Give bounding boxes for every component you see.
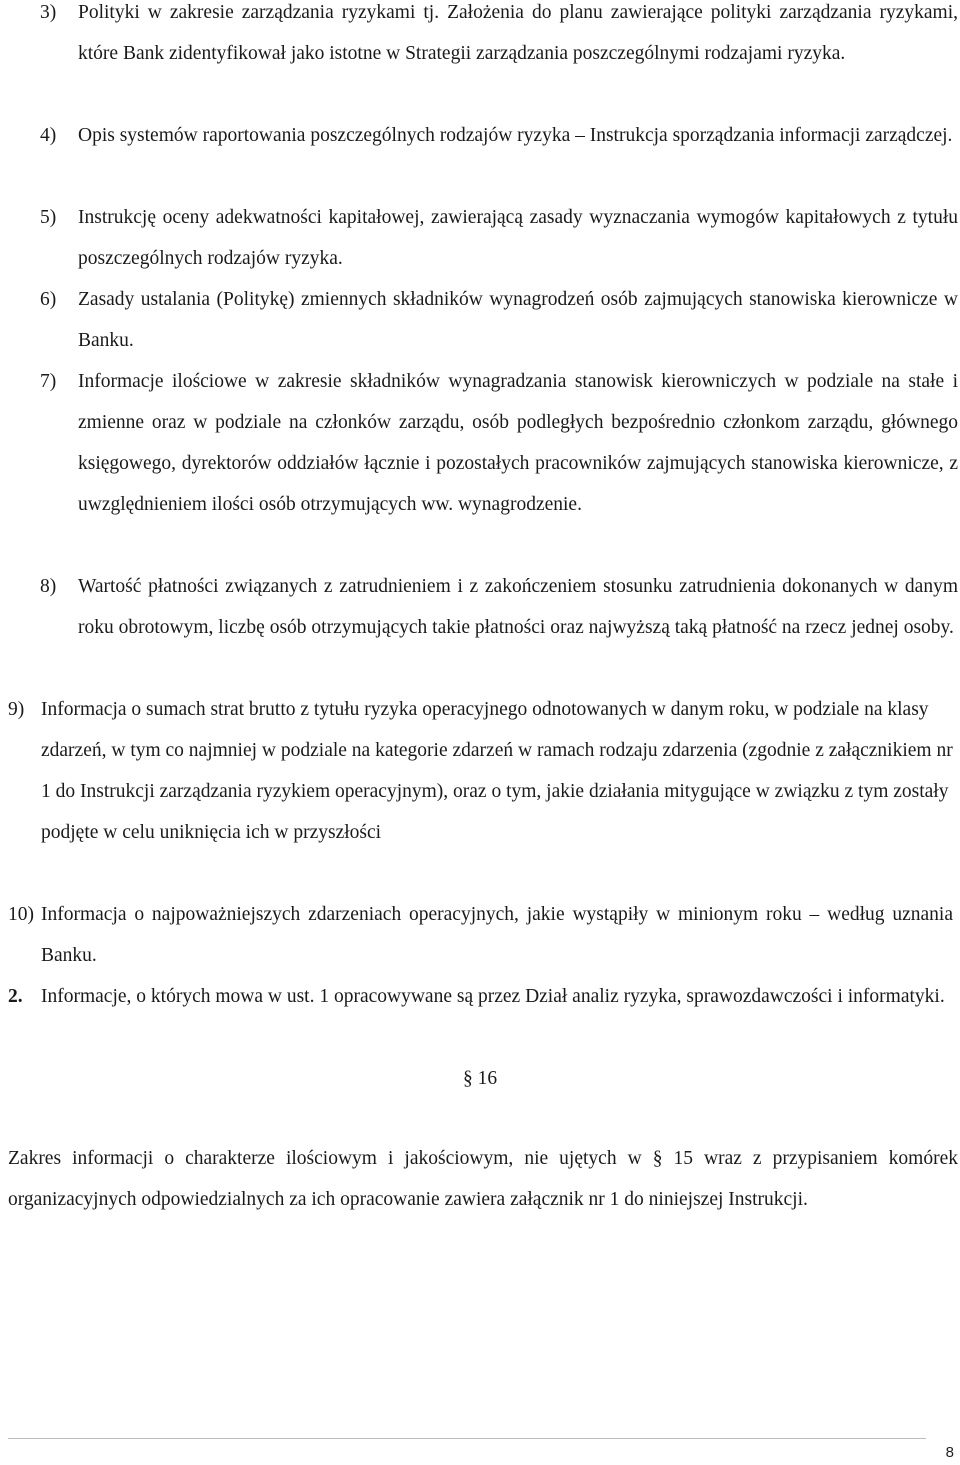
list-item-text: Informacja o sumach strat brutto z tytułu ryzyka operacyjnego odnotowanych w danym roku, w podziale na klasy zdarzeń, w tym co najmniej w podziale na kategorie zdarzeń w ramach rodzaju zdarzenia (zgodnie z załącznikiem nr 1 do Instrukcji zarządzania ryzykiem operacyjnym), oraz o tym, jakie działania mitygujące w związku z tym zostały podjęte w celu uniknięcia ich w przyszłości: [41, 699, 953, 843]
point-number: 2.: [8, 986, 23, 1007]
list-number: 4): [40, 125, 57, 146]
list-item-9: [8, 689, 953, 853]
list-number: 5): [40, 207, 57, 228]
list-item-text: Zasady ustalania (Politykę) zmiennych składników wynagrodzeń osób zajmujących stanowiska kierownicze w Banku.: [78, 289, 958, 351]
list-item-text: Instrukcję oceny adekwatności kapitałowej, zawierającą zasady wyznaczania wymogów kapitałowych z tytułu poszczególnych rodzajów ryzyka.: [78, 207, 958, 269]
list-item-3: [40, 0, 958, 74]
list-item-5: [40, 197, 958, 279]
list-number: 9): [8, 699, 25, 720]
footer-divider: [8, 1438, 926, 1439]
list-item-text: Opis systemów raportowania poszczególnych rodzajów ryzyka – Instrukcja sporządzania informacji zarządczej.: [78, 125, 953, 146]
point-2: [8, 976, 953, 1017]
list-item-text: Informacje ilościowe w zakresie składników wynagradzania stanowisk kierowniczych w podziale na stałe i zmienne oraz w podziale na członków zarządu, osób podległych bezpośrednio członkom zarządu, głównego księgowego, dyrektorów oddziałów łącznie i pozostałych pracowników zajmujących stanowiska kierownicze, z uwzględnieniem ilości osób otrzymujących ww. wynagrodzenie.: [78, 371, 958, 515]
list-item-7: [40, 361, 958, 525]
list-item-text: Wartość płatności związanych z zatrudnieniem i z zakończeniem stosunku zatrudnienia dokonanych w danym roku obrotowym, liczbę osób otrzymujących takie płatności oraz najwyższą taką płatność na rzecz jednej osoby.: [78, 576, 958, 638]
list-item-10: [8, 894, 953, 976]
list-item-text: Informacja o najpoważniejszych zdarzeniach operacyjnych, jakie wystąpiły w minionym roku – według uznania Banku.: [41, 904, 953, 966]
body-paragraph: Zakres informacji o charakterze ilościowym i jakościowym, nie ujętych w § 15 wraz z przypisaniem komórek organizacyjnych odpowiedzialnych za ich opracowanie zawiera załącznik nr 1 do niniejszej Instrukcji.: [8, 1148, 958, 1210]
list-number: 3): [40, 2, 57, 23]
list-number: 10): [8, 904, 34, 925]
list-number: 7): [40, 371, 57, 392]
list-number: 8): [40, 576, 57, 597]
list-item-4: [40, 115, 958, 156]
page-number: 8: [945, 1444, 954, 1461]
point-text: Informacje, o których mowa w ust. 1 opracowywane są przez Dział analiz ryzyka, sprawozdawczości i informatyki.: [41, 986, 945, 1007]
list-number: 6): [40, 289, 57, 310]
list-item-6: [40, 279, 958, 361]
list-item-8: [40, 566, 958, 648]
list-item-text: Polityki w zakresie zarządzania ryzykami tj. Założenia do planu zawierające polityki zarządzania ryzykami, które Bank zidentyfikował jako istotne w Strategii zarządzania poszczególnymi rodzajami ryzyka.: [78, 2, 958, 64]
section-heading: § 16: [462, 1068, 498, 1089]
